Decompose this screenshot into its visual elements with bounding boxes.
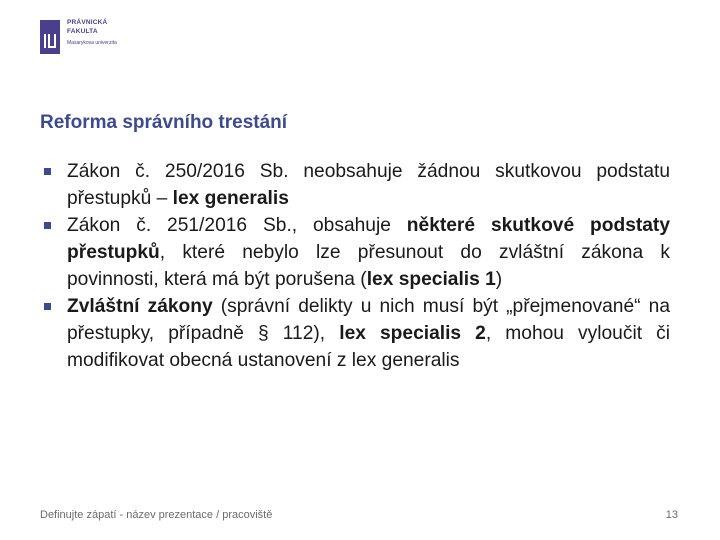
bullet-text-bold: lex specialis 2 xyxy=(339,323,486,344)
slide-title: Reforma správního trestání xyxy=(40,112,288,133)
bullet-text: Zákon č. 251/2016 Sb., obsahuje xyxy=(67,215,407,236)
logo-line-faculty: FAKULTA xyxy=(67,27,98,35)
page-number: 13 xyxy=(665,509,678,521)
bullet-text: Zákon č. 250/2016 Sb. neobsahuje žádnou skutkovou podstatu přestupků – xyxy=(67,161,670,209)
bullet-list xyxy=(42,158,670,374)
logo-line-university: Masarykova univerzita xyxy=(67,40,117,46)
bullet-text-bold: Zvláštní zákony xyxy=(67,296,213,317)
bullet-text-bold: lex generalis xyxy=(172,188,289,209)
bullet-text: , mohou vyloučit či modifikovat obecná ustanovení z lex generalis xyxy=(67,323,670,371)
bullet-text-bold: lex specialis 1 xyxy=(366,269,496,290)
bullet-text: , které nebylo lze přesunout do zvláštní zákona k povinnosti, která má být porušena ( xyxy=(67,242,670,290)
faculty-logo xyxy=(40,20,117,54)
logo-line-faculty-type: PRÁVNICKÁ xyxy=(67,19,108,26)
logo-text xyxy=(67,20,117,46)
university-logo-icon xyxy=(40,20,60,54)
bullet-text: ) xyxy=(495,269,503,290)
bullet-item xyxy=(42,212,670,293)
bullet-text-bold: některé skutkové podstaty přestupků xyxy=(67,215,670,263)
footer-text: Definujte zápatí - název prezentace / pracoviště xyxy=(40,509,273,521)
bullet-item xyxy=(42,158,670,212)
bullet-item xyxy=(42,293,670,374)
bullet-text: (správní delikty u nich musí být „přejmenované“ na přestupky, případně § 112), xyxy=(67,296,670,344)
